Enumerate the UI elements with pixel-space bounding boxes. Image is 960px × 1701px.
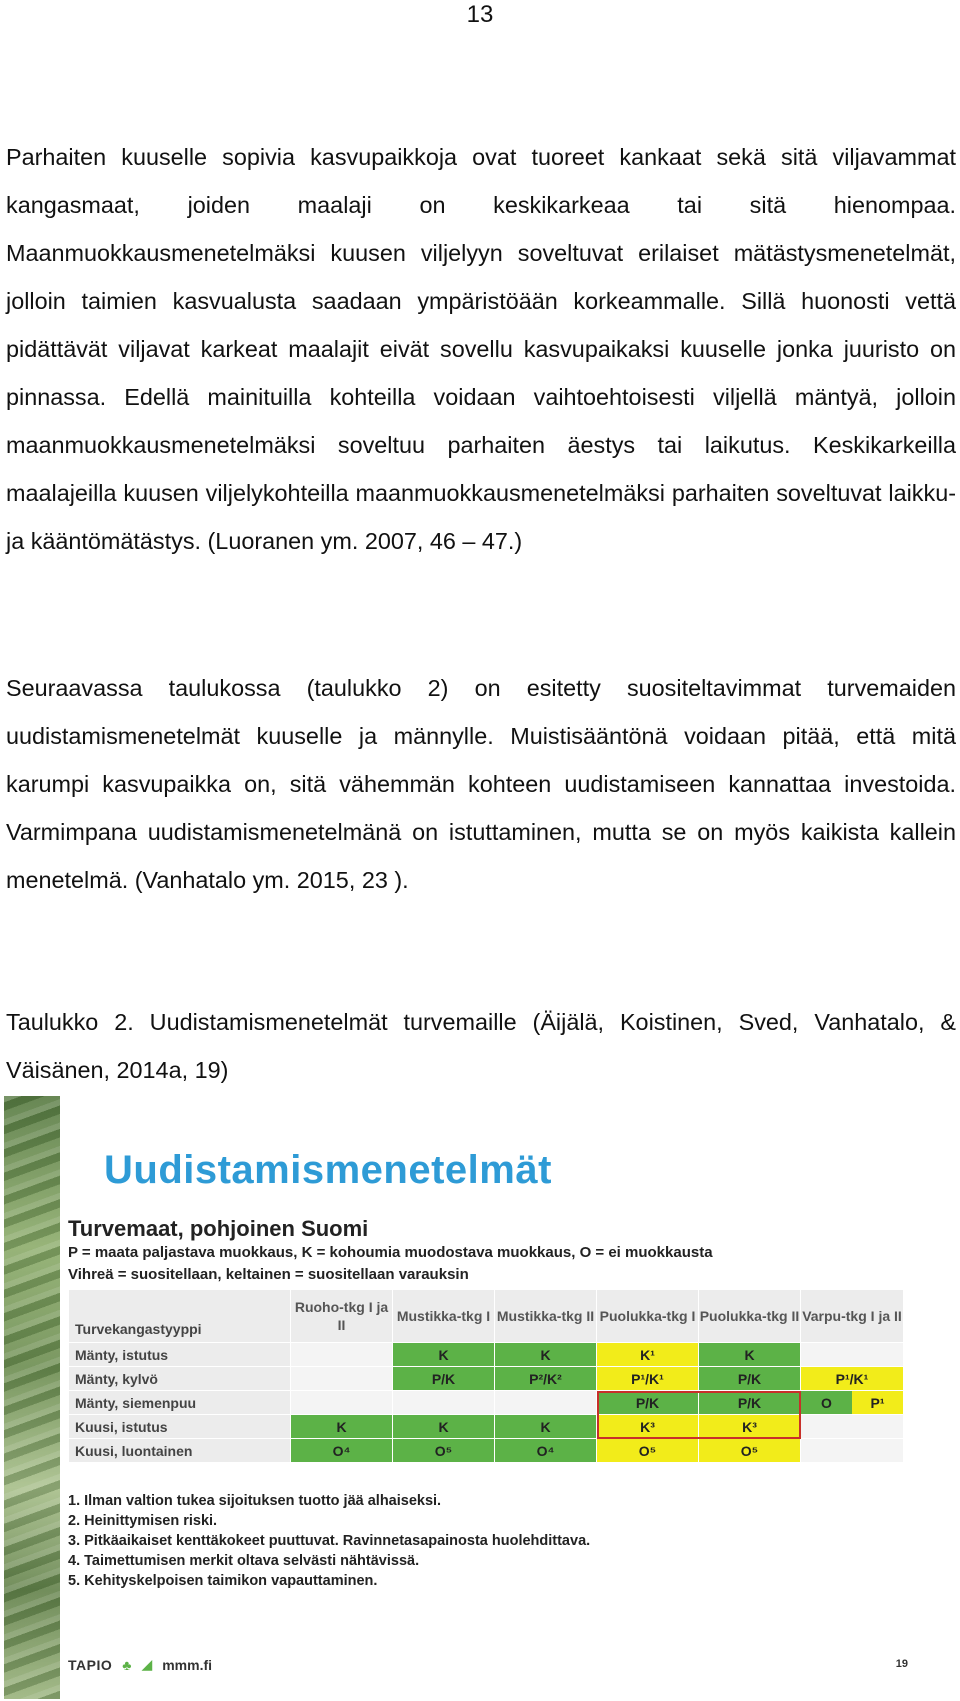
tapio-logo: TAPIO xyxy=(68,1656,113,1673)
slide-subtitle: Turvemaat, pohjoinen Suomi xyxy=(68,1216,369,1241)
page-number: 13 xyxy=(466,1,494,28)
table-body xyxy=(69,1343,904,1463)
row-label: Mänty, siemenpuu xyxy=(69,1391,291,1415)
column-header: Mustikka-tkg I xyxy=(393,1290,495,1343)
table-cell: O⁴ xyxy=(495,1439,597,1463)
table-cell xyxy=(291,1367,393,1391)
slide-number: 19 xyxy=(895,1658,908,1670)
table-cell xyxy=(291,1391,393,1415)
table-row xyxy=(69,1343,904,1367)
body-paragraph-2: Seuraavassa taulukossa (taulukko 2) on esitetty suositeltavimmat turvemaiden uudistamismenetelmät kuuselle ja männylle. Muistisääntönä voidaan pitää, että mitä karumpi kasvupaikka on, sitä vähemmän kohteen uudistamiseen kannattaa investoida. Varmimpana uudistamismenetelmänä on istuttaminen, mutta se on myös kaikista kallein menetelmä. (Vanhatalo ym. 2015, 23 ). xyxy=(6,675,956,893)
row-label: Kuusi, istutus xyxy=(69,1415,291,1439)
row-label: Mänty, istutus xyxy=(69,1343,291,1367)
table-cell: K xyxy=(393,1415,495,1439)
column-header: Varpu-tkg I ja II xyxy=(801,1290,904,1343)
table-cell: P/K xyxy=(699,1367,801,1391)
legend-colors: Vihreä = suositellaan, keltainen = suositellaan varauksin xyxy=(68,1266,469,1283)
footnote: 3. Pitkäaikaiset kenttäkokeet puuttuvat. Ravinnetasapainosta huolehdittava. xyxy=(68,1533,591,1549)
table-cell: O⁵ xyxy=(393,1439,495,1463)
footnote: 1. Ilman valtion tukea sijoituksen tuotto jää alhaiseksi. xyxy=(68,1493,442,1509)
table-cell: P/K xyxy=(699,1391,801,1415)
table-cell xyxy=(801,1415,904,1439)
column-header: Turvekangastyyppi xyxy=(69,1290,291,1343)
table-cell xyxy=(801,1343,904,1367)
table-cell: O⁵ xyxy=(699,1439,801,1463)
table-cell-split xyxy=(801,1391,904,1415)
renewal-methods-table xyxy=(68,1289,904,1463)
table-cell xyxy=(495,1391,597,1415)
column-header: Puolukka-tkg II xyxy=(699,1290,801,1343)
tree-icon: ♣ xyxy=(122,1656,132,1673)
table-row xyxy=(69,1367,904,1391)
table-cell xyxy=(801,1439,904,1463)
column-header: Mustikka-tkg II xyxy=(495,1290,597,1343)
column-header: Ruoho-tkg I ja II xyxy=(291,1290,393,1343)
row-label: Kuusi, luontainen xyxy=(69,1439,291,1463)
mmm-logo: mmm.fi xyxy=(162,1656,213,1673)
table-row xyxy=(69,1439,904,1463)
table-row xyxy=(69,1391,904,1415)
table-cell: K xyxy=(393,1343,495,1367)
forest-photo-strip xyxy=(4,1096,60,1699)
table-caption: Taulukko 2. Uudistamismenetelmät turvemaille (Äijälä, Koistinen, Sved, Vanhatalo, & Väisänen, 2014a, 19) xyxy=(6,1009,956,1083)
footnotes-list xyxy=(68,1491,590,1591)
mmm-leaf-icon: ◢ xyxy=(141,1656,153,1672)
table-cell: K¹ xyxy=(597,1343,699,1367)
footnote: 5. Kehityskelpoisen taimikon vapauttaminen. xyxy=(68,1573,378,1589)
table-cell: O⁵ xyxy=(597,1439,699,1463)
table-cell: K³ xyxy=(699,1415,801,1439)
table-cell: P¹/K¹ xyxy=(597,1367,699,1391)
renewal-methods-figure xyxy=(4,1096,958,1699)
slide-panel xyxy=(60,1096,958,1699)
table-cell: K xyxy=(699,1343,801,1367)
table-cell xyxy=(291,1343,393,1367)
table-cell: P²/K² xyxy=(495,1367,597,1391)
legend-abbreviations: P = maata paljastava muokkaus, K = kohoumia muodostava muokkaus, O = ei muokkausta xyxy=(68,1244,713,1261)
body-paragraph-1: Parhaiten kuuselle sopivia kasvupaikkoja ovat tuoreet kankaat sekä sitä viljavammat kangasmaat, joiden maalaji on keskikarkeaa tai sitä hienompaa. Maanmuokkausmenetelmäksi kuusen viljelyyn soveltuvat erilaiset mätästysmenetelmät, jolloin taimien kasvualusta saadaan ympäristöään korkeammalle. Sillä huonosti vettä pidättävät viljavat karkeat maalajit eivät sovellu kasvupaikaksi kuuselle jonka juuristo on pinnassa. Edellä mainituilla kohteilla voidaan vaihtoehtoisesti viljellä mäntyä, jolloin maanmuokkausmenetelmäksi soveltuu parhaiten äestys tai laikutus. Keskikarkeilla maalajeilla kuusen viljelykohteilla maanmuokkausmenetelmäksi parhaiten soveltuvat laikku- ja kääntömätästys. (Luoranen ym. 2007, 46 – 47.) xyxy=(6,144,956,554)
table-cell: O⁴ xyxy=(291,1439,393,1463)
footnote: 4. Taimettumisen merkit oltava selvästi nähtävissä. xyxy=(68,1553,420,1569)
table-cell: K xyxy=(495,1343,597,1367)
table-header-row xyxy=(69,1290,904,1343)
table-cell-part: P¹ xyxy=(852,1391,903,1414)
row-label: Mänty, kylvö xyxy=(69,1367,291,1391)
table-cell: P¹/K¹ xyxy=(801,1367,904,1391)
column-header: Puolukka-tkg I xyxy=(597,1290,699,1343)
table-cell: P/K xyxy=(597,1391,699,1415)
slide-title: Uudistamismenetelmät xyxy=(104,1148,552,1192)
table-cell: K³ xyxy=(597,1415,699,1439)
table-cell xyxy=(393,1391,495,1415)
table-row xyxy=(69,1415,904,1439)
table-cell: K xyxy=(495,1415,597,1439)
table-cell: K xyxy=(291,1415,393,1439)
footnote: 2. Heinittymisen riski. xyxy=(68,1513,218,1529)
table-cell: P/K xyxy=(393,1367,495,1391)
table-cell-part: O xyxy=(801,1391,852,1414)
slide-logos xyxy=(68,1656,212,1673)
